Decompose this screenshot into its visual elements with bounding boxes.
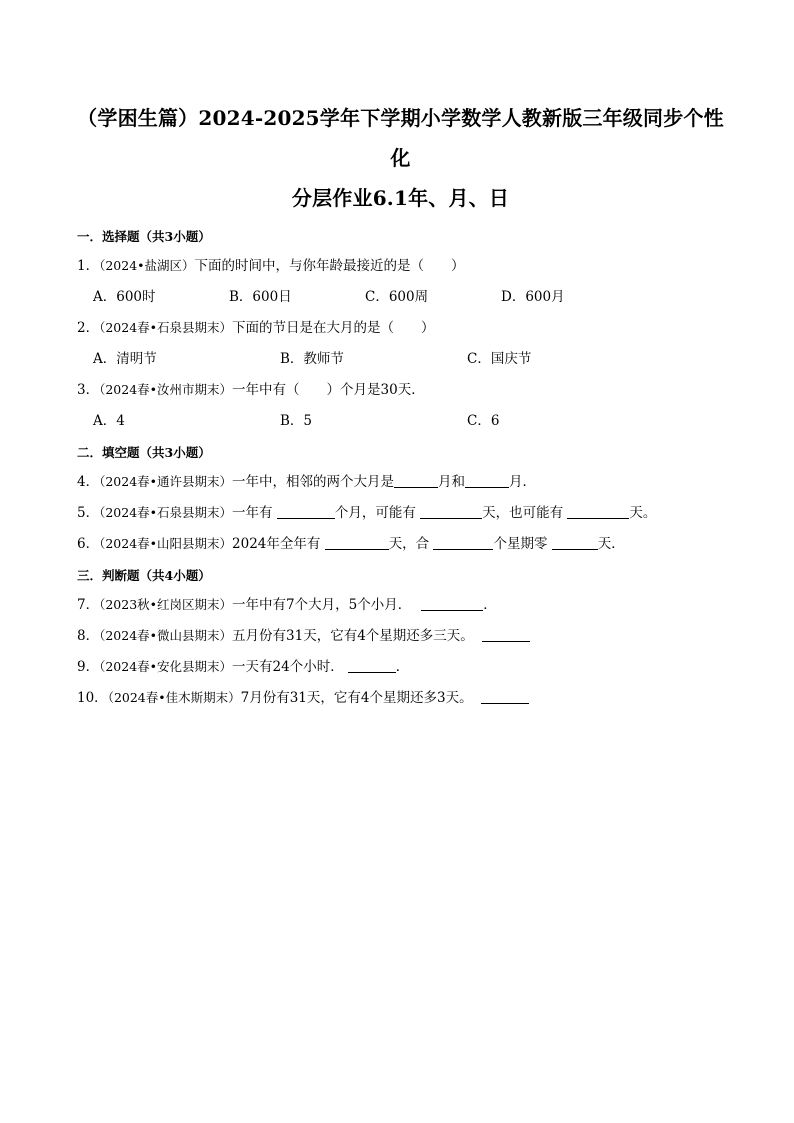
question-source: （2024春•汝州市期末） bbox=[99, 382, 233, 397]
question-text: 一年中有（ ）个月是30天． bbox=[232, 382, 425, 398]
option-b[interactable]: B．教师节 bbox=[280, 351, 344, 367]
question-2-options bbox=[77, 348, 724, 370]
option-c[interactable]: C．6 bbox=[467, 413, 500, 429]
question-source: （2024春•安化县期末） bbox=[99, 659, 233, 674]
answer-blank[interactable] bbox=[482, 627, 530, 642]
option-a[interactable]: A．600时 bbox=[93, 289, 156, 305]
question-source: （2024春•石泉县期末） bbox=[99, 505, 233, 520]
option-c[interactable]: C．国庆节 bbox=[467, 351, 532, 367]
section-heading-fill: 二．填空题（共3小题） bbox=[77, 445, 211, 460]
question-source: （2023秋•红岗区期末） bbox=[99, 597, 233, 612]
section-heading-judge: 三．判断题（共4小题） bbox=[77, 568, 211, 583]
option-b[interactable]: B．600日 bbox=[229, 289, 292, 305]
question-1: 1．（2024•盐湖区）下面的时间中，与你年龄最接近的是（ ） bbox=[77, 258, 465, 274]
question-2: 2．（2024春•石泉县期末）下面的节日是在大月的是（ ） bbox=[77, 320, 435, 336]
question-source: （2024春•石泉县期末） bbox=[99, 320, 233, 335]
answer-blank[interactable] bbox=[348, 658, 396, 673]
answer-blank[interactable] bbox=[465, 473, 509, 488]
question-text: 下面的节日是在大月的是（ ） bbox=[232, 320, 435, 336]
question-source: （2024•盐湖区） bbox=[99, 258, 195, 273]
answer-blank[interactable] bbox=[394, 473, 438, 488]
answer-blank[interactable] bbox=[481, 689, 529, 704]
answer-blank[interactable] bbox=[277, 504, 335, 519]
question-source: （2024春•佳木斯期末） bbox=[107, 690, 241, 705]
title-line-2: 分层作业6.1年、月、日 bbox=[291, 186, 510, 210]
question-7: 7．（2023秋•红岗区期末）一年中有7个大月，5个小月． ． bbox=[77, 597, 497, 613]
answer-blank[interactable] bbox=[567, 504, 629, 519]
question-9: 9．（2024春•安化县期末）一天有24个小时． ． bbox=[77, 659, 410, 675]
option-d[interactable]: D．600月 bbox=[501, 289, 565, 305]
question-10: 10．（2024春•佳木斯期末）7月份有31天，它有4个星期还多3天。 bbox=[77, 687, 724, 709]
question-4: 4．（2024春•通许县期末）一年中，相邻的两个大月是 月和 月． bbox=[77, 474, 537, 490]
answer-blank[interactable] bbox=[325, 535, 389, 550]
option-a[interactable]: A．清明节 bbox=[93, 351, 157, 367]
answer-blank[interactable] bbox=[420, 504, 482, 519]
question-source: （2024春•微山县期末） bbox=[99, 628, 233, 643]
answer-blank[interactable] bbox=[552, 535, 598, 550]
question-1-options bbox=[77, 286, 724, 308]
question-5: 5．（2024春•石泉县期末）一年有 个月，可能有 天，也可能有 天。 bbox=[77, 505, 657, 521]
option-c[interactable]: C．600周 bbox=[365, 289, 429, 305]
question-source: （2024春•山阳县期末） bbox=[99, 536, 233, 551]
option-b[interactable]: B．5 bbox=[280, 413, 313, 429]
section-heading-choice: 一．选择题（共3小题） bbox=[77, 229, 211, 244]
option-a[interactable]: A．4 bbox=[93, 413, 125, 429]
question-text: 下面的时间中，与你年龄最接近的是（ ） bbox=[194, 258, 465, 274]
page-title bbox=[77, 98, 724, 218]
question-source: （2024春•通许县期末） bbox=[99, 474, 233, 489]
title-line-1: （学困生篇）2024-2025学年下学期小学数学人教新版三年级同步个性化 bbox=[77, 106, 724, 170]
answer-blank[interactable] bbox=[433, 535, 493, 550]
question-3-options bbox=[77, 410, 724, 432]
answer-blank[interactable] bbox=[421, 596, 483, 611]
question-3: 3．（2024春•汝州市期末）一年中有（ ）个月是30天． bbox=[77, 382, 425, 398]
question-6: 6．（2024春•山阳县期末）2024年全年有 天，合 个星期零 天． bbox=[77, 536, 625, 552]
question-8: 8．（2024春•微山县期末）五月份有31天，它有4个星期还多三天。 bbox=[77, 625, 724, 647]
